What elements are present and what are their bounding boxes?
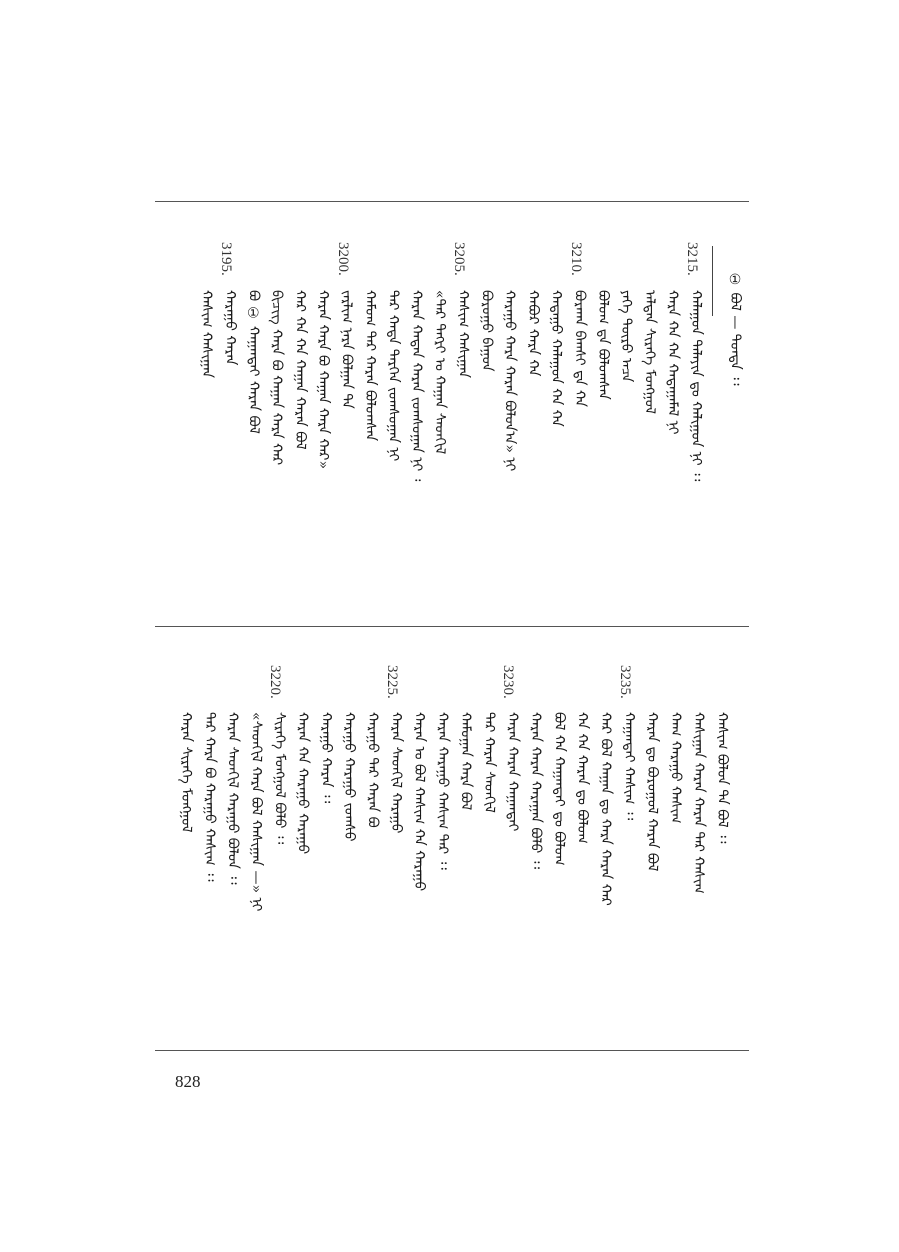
verse-line: ᠬᠠᠷᠠᠭᠤ ᠬᠠᠷᠠᠨ ᠄᠄ [317,712,334,804]
line-number: 3230. [500,665,517,699]
verse-line: ᠬᠠᠭ ᠬᠠᠷᠠᠭᠤ ᠬᠠᠰᠢᠭ [667,712,684,824]
verse-line: ᠬᠠᠷᠠᠭᠤ ᠬᠠᠷᠠᠨ [222,290,238,366]
verse-line: ᠶᠡᠬᠡ ᠲᠦᠷᠦ ᠠᠴᠠ [618,290,635,383]
verse-line: ᠵᠠᠷᠯᠢᠭ ᠨᠡᠷᠡ ᠪᠣᠯᠭᠠᠨ ᠲᠡ [338,290,355,409]
verse-line: ᠬᠠᠷᠠᠨ ᠰᠡᠳᠬᠢᠯ ᠬᠠᠷᠠᠭᠤ ᠪᠣᠯᠤᠨ ᠄᠄ [224,712,241,885]
line-number: 3235. [616,665,633,699]
verse-line: ᠬᠠᠯᠠᠭᠤᠨ ᠳᠠᠯᠠᠶᠢᠨ ᠳᠤ ᠬᠠᠯᠢᠭᠤᠨ ᠨᠢ ᠄᠄ [688,290,704,482]
verse-line: ᠪᠢᠴᠢᠭ ᠬᠠᠷᠠ ᠪᠣ ᠬᠠᠭᠠᠨ ᠬᠠᠷᠠ ᠬᠠᠷ [268,290,285,466]
verse-line: ᠪᠣᠷᠬᠠᠨ ᠪᠠᠭᠰᠢ ᠳᠠ ᠬᠠ [571,290,588,407]
verse-line: ᠬᠠᠷᠠᠨ ᠬᠠᠷᠠ ᠪᠣ ᠬᠠᠭᠠᠨ ᠬᠠᠷᠠ ᠬᠠᠷ» [315,290,332,470]
line-number: 3220. [267,665,284,699]
verse-line: ᠬᠠᠷᠠᠨ ᠳᠤ ᠪᠣᠷᠣᠭᠣᠯ ᠬᠠᠷᠠᠨ ᠪᠣᠯ [644,712,661,872]
verse-line: ᠪᠣᠯ ᠬᠠ ᠬᠠᠭᠠᠨᠲᠠᠢ ᠳᠤ ᠪᠣᠯᠤᠭ [550,712,567,866]
verse-line: ᠬᠠᠰᠢᠭ ᠬᠠᠰᠢᠭᠠᠨ [198,290,215,379]
verse-line: ᠬᠠᠭᠠᠨᠲᠠᠢ ᠬᠠᠰᠢᠭ ᠄᠄ [620,712,637,821]
verse-line: ᠬᠠᠷᠠᠨ ᠣ ᠪᠣᠯ ᠬᠠᠰᠢᠭ ᠬᠠ ᠬᠠᠷᠠᠭᠤ [411,712,428,892]
verse-line: ᠬᠠᠪᠤᠷ ᠬᠠᠷᠠ ᠬᠠ [524,290,541,377]
verse-line: ᠬᠠᠷ ᠪᠣᠯ ᠬᠠᠭᠠᠨ ᠳᠤ ᠬᠠᠷᠠ ᠬᠠᠷᠠᠨ ᠬᠠᠷ [597,712,614,906]
page-number: 828 [175,1072,201,1091]
verse-line: ᠬᠠᠷᠠᠨ ᠬᠠ ᠬᠠᠷᠠᠭᠤ ᠬᠠᠷᠠᠭᠤ [294,712,311,855]
verse-line: ᠰᠢᠷᠡᠭᠡ ᠮᠣᠩᠭᠣᠯ ᠪᠣᠯᠤ ᠄᠄ [271,712,288,845]
verse-line: «ᠲᠡᠷ ᠲᠡᠭᠷᠢ ᠣ ᠬᠠᠭᠠᠨ ᠰᠡᠳᠬᠢᠯ [431,290,448,455]
verse-line: ᠬᠠᠷ ᠬᠠ ᠬᠠ ᠬᠠᠭᠠᠨ ᠬᠠᠷᠠᠨ ᠪᠣᠯ [291,290,308,450]
verse-line: ᠬᠠᠷᠠᠭᠤ ᠬᠠᠷᠠ ᠬᠠᠷᠠᠨ ᠪᠣᠯᠤᠨ᠎ᠠ» ᠨᠢ [501,290,518,472]
verse-line: ᠬᠠᠷᠠᠨ ᠰᠢᠷᠡᠭᠡ ᠮᠣᠩᠭᠣᠯ [178,712,195,833]
line-number: 3195. [218,242,234,276]
verse-line: ᠬᠠᠷᠠᠨ ᠬᠠᠳᠠᠨ ᠬᠠᠷᠠᠨ ᠵᠣᠭᠰᠣᠭᠠᠨ ᠨᠢ ᠄ [408,290,425,482]
line-number: 3225. [383,665,400,699]
verse-line: ᠬᠠᠷᠠᠨ ᠬᠠᠷᠠᠨ ᠬᠠᠷᠠᠭᠠᠨ ᠪᠣᠯᠤ ᠄᠄ [527,712,544,870]
verse-line: ᠬᠠᠰᠢᠭ ᠪᠣᠯᠤᠨ ᠲᠡ ᠪᠣᠯ ᠄᠄ [714,712,730,844]
footnote: ① ᠪᠣᠯ — ᠳᠤᠨᠳᠠ ᠄᠄ [727,272,743,386]
verse-line: ᠪᠣᠯᠤᠭ ᠳᠠ ᠪᠣᠯᠤᠭᠰᠠᠨ [594,290,611,400]
line-number: 3210. [567,242,584,276]
verse-line: ᠲᠡᠷ ᠬᠠᠷᠠ ᠪᠣ ᠬᠠᠷᠠᠭᠤ ᠬᠠᠰᠢᠭ ᠄᠄ [201,712,218,882]
verse-line: ᠬᠠᠷᠠᠨ ᠬᠠᠷᠠᠭᠤ ᠬᠠᠰᠢᠭ ᠲᠡᠷ ᠄᠄ [434,712,451,870]
verse-line: ᠪᠣᠷᠣᠭᠣ ᠪᠠᠭᠤᠨ [478,290,495,372]
verse-line: ᠪᠣ ① ᠬᠠᠭᠠᠨᠲᠠᠢ ᠬᠠᠷᠠᠨ ᠪᠣᠯ [245,290,262,434]
verse-line: ᠬᠠᠷᠠ ᠬᠠ ᠬᠠ ᠬᠠᠳᠠᠭᠠᠮᠠᠯ ᠨᠢ [664,290,681,435]
verse-line: ᠲᠡᠷ ᠬᠠᠳᠠ ᠲᠡᠷᠭᠡᠨ ᠵᠣᠭᠰᠣᠭᠠᠨ ᠨᠢ [385,290,402,462]
verse-line: ᠬᠠ ᠬᠠ ᠬᠠᠷᠠᠨ ᠳᠤ ᠪᠣᠯᠤᠭ [574,712,591,844]
verse-line: ᠬᠠᠮᠤᠭᠠᠨ ᠬᠠᠷᠠ ᠪᠣᠯ [457,712,474,811]
verse-line: ᠬᠠᠷᠠᠨ ᠰᠡᠳᠬᠢᠯ ᠬᠠᠷᠠᠭᠤ [387,712,404,834]
middle-rule [155,626,749,627]
verse-line: «ᠰᠡᠳᠬᠢᠯ ᠬᠠᠷᠠ ᠪᠣᠯ ᠬᠠᠰᠢᠭᠠᠨ —» ᠨᠢ [248,712,264,912]
verse-line: ᠬᠠᠷᠠᠭᠤ ᠲᠡᠷ ᠬᠠᠷᠠᠨ ᠪᠣ [364,712,381,828]
line-number: 3205. [451,242,467,276]
bottom-rule [155,1050,749,1051]
verse-line: ᠬᠠᠷᠠᠨ ᠬᠠᠷᠠᠨ ᠬᠠᠭᠠᠨᠲᠠᠢ [504,712,521,832]
footnote-separator [712,246,713,316]
top-rule [155,201,749,202]
verse-line: ᠬᠠᠰᠢᠭᠠᠨ ᠬᠠᠷᠠᠨ ᠬᠠᠷᠠᠨ ᠲᠡᠷ ᠬᠠᠰᠢᠭ [690,712,707,894]
verse-line: ᠬᠠᠳᠠᠭᠤ ᠬᠠᠯᠠᠭᠤᠨ ᠬᠠ ᠬᠠ [548,290,565,427]
verse-line: ᠬᠠᠷᠠᠭᠤ ᠬᠠᠷᠠᠭᠤ ᠵᠣᠭᠰᠣ [341,712,358,842]
verse-line: ᠠᠯᠲᠠᠨ ᠰᠢᠷᠡᠭᠡ ᠮᠣᠩᠭᠣᠯ [641,290,658,414]
verse-line: ᠲᠡᠷ ᠬᠠᠷᠠᠨ ᠰᠡᠳᠬᠢᠯ [481,712,497,813]
line-number: 3200. [334,242,351,276]
verse-line: ᠬᠠᠮᠤᠭ ᠲᠡᠷ ᠬᠠᠷᠠᠨ ᠪᠣᠯᠤᠭᠰᠠᠨ [361,290,378,442]
line-number: 3215. [684,242,700,276]
verse-line: ᠬᠠᠰᠢᠭ ᠬᠠᠰᠢᠭᠠᠨ [455,290,471,379]
